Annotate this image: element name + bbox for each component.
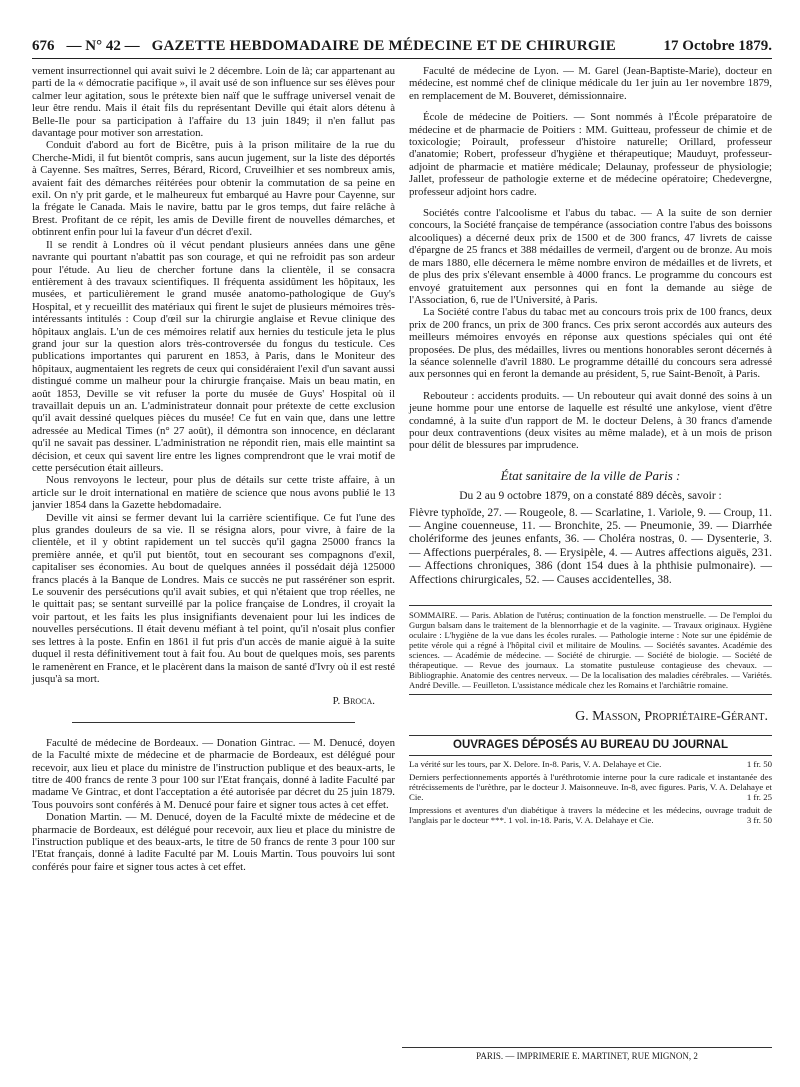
ouvrage-text: Impressions et aventures d'un diabétique à travers la médecine et les médecins, ouvrage traduit de l'anglais par le docteur ***. 1 vol. in-18. Paris, V. A. Delahaye et Cie. [409, 804, 772, 825]
ouvrage-item [409, 805, 772, 825]
ouvrage-item [409, 772, 772, 802]
paragraph: Deville vit ainsi se fermer devant lui la carrière scientifique. Ce fut l'une des plus grandes douleurs de sa vie. Il se résigna alors, pour vivre, à faire de la clientèle, et il y obtint rapidement un tel succès qu'il gagna 25000 francs la première année, et qu'il put bientôt, tout en secourant ses compagnons d'exil, capitaliser ses économies. Au bout de quelques années il possédait déjà 125000 francs placés à la Banque de Londres. Mais ce succès ne put rasséréner son esprit. Le souvenir des persécutions qu'il avait subies, et qui n'étaient que trop réelles, ne le quittait pas; se sentant surveillé par la police française de Londres, il croyait la voir partout, et les faits les plus insignifiants devenaient pour lui les indices de nouvelles persécutions. Il était devenu méfiant à tel point, qu'il n'osait plus confier ses lettres à la poste. Enfin en 1861 il fut pris d'un accès de manie aiguë à la suite duquel il resta définitivement tout à fait fou. Au bout de quelques mois, ses parents le ramenèrent en France, et le placèrent dans la maison de santé d'Ivry où il est resté jusqu'à sa mort. [32, 511, 395, 685]
ouvrage-text: Derniers perfectionnements apportés à l'uréthrotomie interne pour la cure radicale et instantanée des rétrécissements de l'urèthre, par le docteur J. Maisonneuve. In-8, avec figures. Paris, V. A. Delahaye et Cie. [409, 771, 772, 802]
news-bordeaux-gintrac: Faculté de médecine de Bordeaux. — Donation Gintrac. — M. Denucé, doyen de la Faculté mixte de médecine et de pharmacie de Bordeaux, est délégué pour recevoir, aux lieu et place du ministre de l'instruction publique et des beaux-arts, le titre de 400 francs de rente 3 pour 100 sur l'Etat français, donné à ladite Faculté par madame Ve Gintrac, et dont l'acceptation a été autorisée par décret du 25 juin 1879. Tous pouvoirs sont conférés à M. Denucé pour faire et signer tous actes à cet effet. [32, 736, 395, 811]
sommaire: SOMMAIRE. — Paris. Ablation de l'utérus; continuation de la fonction menstruelle. — De l'emploi du Gurgun balsam dans le traitement de la blennorrhagie et de la vaginite. — Travaux originaux. Hygiène oculaire : L'hygiène de la vue dans les écoles rurales. — Pathologie interne : Note sur une épidémie de petite vérole qui a régné à l'hôpital civil et militaire de Moulins. — Sociétés savantes. Académie des sciences. — Académie de médecine. — Société de chirurgie. — Société de biologie. — Société de thérapeutique. — Revue des journaux. La stomatite pustuleuse contagieuse des chevaux. — Bibliographie. Anatomie des centres nerveux. — De la localisation des maladies cérébrales. — Variétés. André Deville. — Feuilleton. L'assistance médicale chez les Romains et l'archiâtrie romaine. [409, 605, 772, 695]
page-number: 676 [32, 38, 55, 54]
issue-number: — N° 42 — [66, 38, 140, 54]
journal-title: GAZETTE HEBDOMADAIRE DE MÉDECINE ET DE CHIRURGIE [151, 38, 616, 54]
news-poitiers: École de médecine de Poitiers. — Sont nommés à l'École préparatoire de médecine et de pharmacie de Poitiers : MM. Guitteau, professeur de chimie et de toxicologie; Poirault, professeur d'histoire naturelle; Orillard, professeur d'anatomie; Robert, professeur d'hygiène et thérapeutique; Mauduyt, professeur-adjoint de pharmacie et matière médicale; Delaunay, professeur de physiologie; Jallet, professeur de pathologie externe et de médecine opératoire; Chedevergne, professeur adjoint hors cadre. [409, 111, 772, 198]
ouvrage-text: La vérité sur les tours, par X. Delore. In-8. Paris, V. A. Delahaye et Cie. [409, 758, 662, 769]
page-header [32, 38, 772, 59]
author-signature: P. Broca. [332, 695, 375, 708]
paragraph: Conduit d'abord au fort de Bicêtre, puis à la prison militaire de la rue du Cherche-Midi, il fut bientôt compris, sans aucun jugement, sur la liste des déportés à Cayenne. Ses maîtres, Serres, Bérard, Ricord, Cruveilhier et ses nombreux amis, avaient fait des démarches réitérées pour obtenir la commutation de sa peine en exil. On n'y prit garde, et le malheureux fut embarqué au Havre pour Cayenne, sur la frégate le Canada. Mais le navire, battu par le gros temps, dut faire relâche à Brest. Profitant de ce répit, les amis de Deville firent de nouvelles démarches, et obtinrent enfin pour lui la faveur d'un décret d'exil. [32, 139, 395, 239]
news-tabac: La Société contre l'abus du tabac met au concours trois prix de 100 francs, deux prix de 200 francs, un prix de 300 francs. Ces prix seront accordés aux auteurs des meilleurs mémoires envoyés en réponse aux questions spéciales qui ont été proposées. De plus, des médailles, livres ou mentions honorables seront décernés à la séance solennelle d'avril 1880. Le programme détaillé du concours sera adressé aux personnes qui en feront la demande au président, 5, rue Saint-Benoît, à Paris. [409, 306, 772, 381]
paragraph: vement insurrectionnel qui avait suivi le 2 décembre. Loin de là; car appartenant au parti de la « démocratie pacifique », il avait usé de son influence sur ses élèves pour calmer leur agitation, sous le prétexte bien naïf que le suffrage universel venait de leur être rendu. Mais il était fils du représentant Deville qui était alors détenu à Belle-Ile pour sa participation à l'affaire du 13 juin 1849; il n'en fallut pas davantage pour motiver son arrestation. [32, 65, 395, 140]
ouvrage-price: 1 fr. 50 [746, 758, 772, 769]
right-column [409, 65, 772, 873]
issue-date: 17 Octobre 1879. [663, 38, 772, 54]
gerant-signature: G. Masson, Propriétaire-Gérant. [575, 709, 768, 725]
etat-sanitaire-subtitle: Du 2 au 9 octobre 1879, on a constaté 889 décès, savoir : [459, 490, 722, 503]
newspaper-page [32, 38, 772, 1073]
left-column [32, 65, 395, 873]
ouvrage-item [409, 759, 772, 769]
printer-footer: PARIS. — IMPRIMERIE E. MARTINET, RUE MIGNON, 2 [402, 1047, 772, 1061]
ouvrage-price: 3 fr. 50 [746, 814, 772, 825]
etat-sanitaire-title: État sanitaire de la ville de Paris : [500, 467, 681, 483]
divider [72, 722, 355, 723]
news-bordeaux-martin: Donation Martin. — M. Denucé, doyen de la Faculté mixte de médecine et de pharmacie de Bordeaux, est délégué pour recevoir, aux lieu et place du ministre de l'instruction publique et des beaux-arts, le titre de 50 francs de rente 3 pour 100 sur l'Etat français, donné à ladite Faculté par M. Louis Martin. Tous pouvoirs lui sont conférés pour faire et signer tous actes à cet effet. [32, 811, 395, 873]
paragraph: Il se rendit à Londres où il vécut pendant plusieurs années dans une gêne navrante qui pourtant n'abattit pas son courage, et qui ne refroidit pas son ardeur pour l'étude. Au lieu de chercher fortune dans la clientèle, il se consacra entièrement à des travaux scientifiques. Il fréquenta assidûment les hôpitaux, les musées, et particulièrement le grand musée anatomo-pathologique de Guy's Hospital, et y recueillit des matériaux qui firent le sujet de plusieurs mémoires très-intéressants intitulés : Coup d'œil sur la chirurgie anglaise et Revue clinique des hôpitaux anglais. L'un de ces mémoires relatif aux hernies du testicule jeta le plus grand jour sur la question alors très-controversée du fongus du testicule. Ces publications importantes qui parurent en 1853, à Paris, dans le Moniteur des hôpitaux, augmentaient les regrets de ceux qui considéraient l'exil d'un savant aussi distingué comme un malheur pour la chirurgie française. Mais un beau matin, en août 1853, Deville se vit refuser la porte du musée de Guys' Hospital où il travaillait depuis un an. L'administrateur donnait pour prétexte de cette exclusion qu'il avait dessiné quelques pièces du musée! Ce fut en vain que, dans une lettre adressée au Medical Times (n° 27 août), il démontra son innocence, en déclarant qu'il ne savait pas dessiner. L'administration ne répondit rien, mais elle maintint sa décision, et ceux qui savent lire entre les lignes comprendront que le vrai motif de cette persécution était ailleurs. [32, 238, 395, 474]
news-lyon: Faculté de médecine de Lyon. — M. Garel (Jean-Baptiste-Marie), docteur en médecine, est nommé chef de clinique médicale du 1er juin au 1er novembre 1879, en remplacement de M. Bouveret, démissionnaire. [409, 65, 772, 102]
paragraph: Nous renvoyons le lecteur, pour plus de détails sur cette triste affaire, à un article sur le droit international en matière de science que nous avons publié le 13 janvier 1854 dans la Gazette hebdomadaire. [32, 474, 395, 512]
news-rebouteur: Rebouteur : accidents produits. — Un rebouteur qui avait donné des soins à un jeune homme pour une entorse de laquelle est résulté une ankylose, vient d'être condamné, à la suite d'un rapport de M. le docteur Delens, à 30 francs d'amende pour deux contraventions (deux visites au même malade), et à un mois de prison pour délit de blessures par imprudence. [409, 389, 772, 452]
etat-sanitaire-body: Fièvre typhoïde, 27. — Rougeole, 8. — Scarlatine, 1. Variole, 9. — Croup, 11. — Angine couenneuse, 11. — Bronchite, 25. — Pneumonie, 39. — Diarrhée cholériforme des jeunes enfants, 36. — Choléra nostras, 0. — Dysenterie, 3. — Affections puerpérales, 8. — Erysipèle, 4. — Autres affections aiguës, 231. — Affections chroniques, 386 (dont 154 dues à la phthisie pulmonaire). — Affections chirurgicales, 52. — Causes accidentelles, 38. [409, 506, 772, 586]
news-temperance: Sociétés contre l'alcoolisme et l'abus du tabac. — A la suite de son dernier concours, la Société française de tempérance (association contre l'abus des boissons alcooliques) a décerné deux prix de 1500 et de 300 francs, 47 livrets de caisse d'épargne de 25 francs et 388 médailles de vermeil, d'argent ou de bronze. Au mois de mars 1880, elle décernera le même nombre environ de médailles et de livrets, et de plus des prix s'élevant ensemble à 4000 francs. Le programme du concours est envoyé gratuitement aux personnes qui en font la demande au siège de l'Association, 6, rue de l'Université, à Paris. [409, 207, 772, 306]
ouvrages-title: OUVRAGES DÉPOSÉS AU BUREAU DU JOURNAL [409, 735, 772, 755]
ouvrage-price: 1 fr. 25 [746, 791, 772, 802]
